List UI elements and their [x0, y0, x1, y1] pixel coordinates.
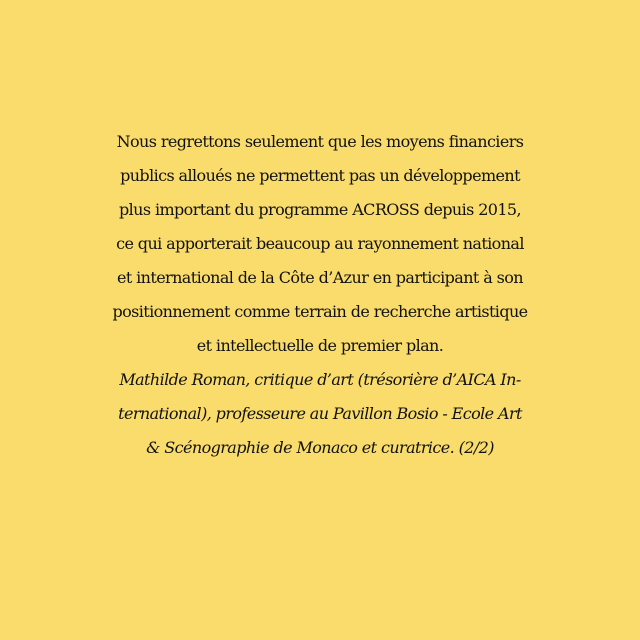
- quote-line: ce qui apporterait beaucoup au rayonnement national: [116, 234, 524, 253]
- attribution-line: ternational), professeure au Pavillon Bosio - Ecole Art: [118, 404, 522, 423]
- quote-line: publics alloués ne permettent pas un développement: [120, 166, 520, 185]
- quote-line: et intellectuelle de premier plan.: [196, 336, 444, 355]
- quote-line: et international de la Côte d’Azur en participant à son: [116, 268, 524, 287]
- attribution-line: & Scénographie de Monaco et curatrice. (2/2): [146, 438, 494, 457]
- attribution-line: Mathilde Roman, critique d’art (trésorière d’AICA In-: [119, 370, 521, 389]
- quote-line: Nous regrettons seulement que les moyens financiers: [116, 132, 524, 151]
- quote-line: plus important du programme ACROSS depuis 2015,: [118, 200, 521, 219]
- text-block: [0, 125, 640, 465]
- quote-line: positionnement comme terrain de recherche artistique: [112, 302, 528, 321]
